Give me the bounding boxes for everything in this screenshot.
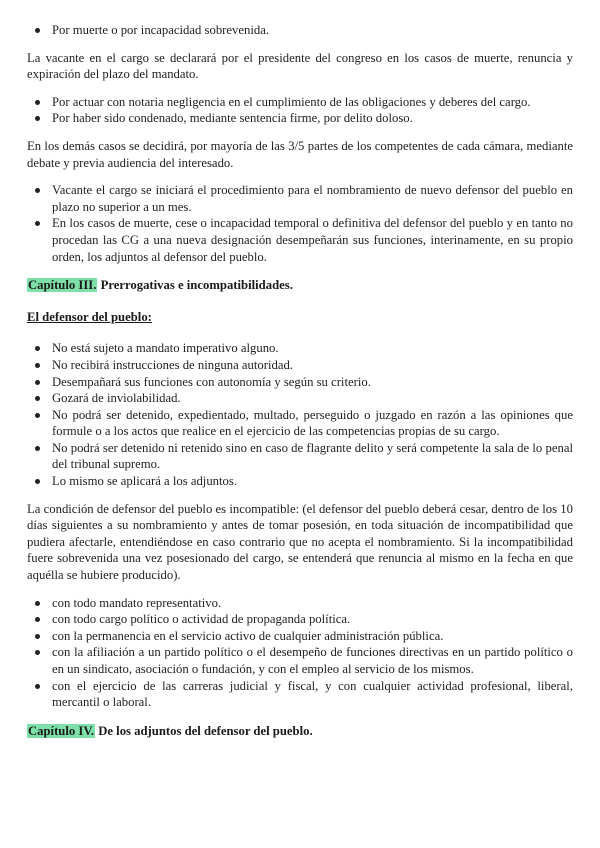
list-item: con la permanencia en el servicio activo de cualquier administración pública. <box>27 628 573 645</box>
bullet-icon <box>35 479 40 484</box>
list-dismissal-causes <box>27 94 573 127</box>
list-incompatibilities <box>27 595 573 711</box>
bullet-icon <box>35 363 40 368</box>
bullet-icon <box>35 116 40 121</box>
list-item: Gozará de inviolabilidad. <box>27 390 573 407</box>
paragraph-other-cases: En los demás casos se decidirá, por mayoría de las 3/5 partes de los competentes de cada cámara, mediante debate y previa audiencia del interesado. <box>27 138 573 170</box>
list-item: Desempañará sus funciones con autonomía y según su criterio. <box>27 374 573 391</box>
bullet-icon <box>35 188 40 193</box>
subheading-defensor: El defensor del pueblo: <box>27 309 152 324</box>
bullet-icon <box>35 446 40 451</box>
list-item: No podrá ser detenido ni retenido sino en caso de flagrante delito y será competente la sala de lo penal del tribunal supremo. <box>27 440 573 473</box>
bullet-icon <box>35 684 40 689</box>
list-item: Lo mismo se aplicará a los adjuntos. <box>27 473 573 490</box>
chapter-4-title: De los adjuntos del defensor del pueblo. <box>95 723 313 738</box>
bullet-icon <box>35 28 40 33</box>
list-cessation-causes <box>27 22 573 39</box>
list-prerogatives <box>27 340 573 489</box>
bullet-icon <box>35 634 40 639</box>
list-item: No está sujeto a mandato imperativo alguno. <box>27 340 573 357</box>
bullet-icon <box>35 346 40 351</box>
bullet-icon <box>35 380 40 385</box>
bullet-icon <box>35 601 40 606</box>
paragraph-incompatibility: La condición de defensor del pueblo es incompatible: (el defensor del pueblo deberá cesar, dentro de los 10 días siguientes a su nombramiento y antes de tomar posesión, en toda situación de incompatibilidad que pudiera afectarle, entendiéndose en caso contrario que no acepta el nombramiento. Si la incompatibilidad fuere sobrevenida una vez posesionado del cargo, se entenderá que renuncia al mismo en la fecha en que aquélla se hubiere producido). <box>27 501 573 583</box>
chapter-4-heading <box>27 723 573 740</box>
bullet-icon <box>35 221 40 226</box>
list-item: En los casos de muerte, cese o incapacidad temporal o definitiva del defensor del pueblo y en tanto no procedan las CG a una nueva designación desempeñarán sus funciones, interinamente, en su propio orden, los adjuntos al defensor del pueblo. <box>27 215 573 265</box>
bullet-icon <box>35 100 40 105</box>
list-item: con todo mandato representativo. <box>27 595 573 612</box>
paragraph-vacancy: La vacante en el cargo se declarará por el presidente del congreso en los casos de muerte, renuncia y expiración del plazo del mandato. <box>27 50 573 82</box>
list-item: con la afiliación a un partido político o el desempeño de funciones directivas en un partido político o en un sindicato, asociación o fundación, y con el empleo al servicio de los mismos. <box>27 644 573 677</box>
list-item: No podrá ser detenido, expedientado, multado, perseguido o juzgado en razón a las opiniones que formule o a los actos que realice en el ejercicio de las competencias propias de su cargo. <box>27 407 573 440</box>
chapter-3-label: Capítulo III. <box>28 278 97 293</box>
chapter-4-label: Capítulo IV. <box>28 723 95 738</box>
list-vacancy-procedure <box>27 182 573 265</box>
chapter-3-title: Prerrogativas e incompatibilidades. <box>97 278 293 293</box>
bullet-icon <box>35 617 40 622</box>
list-item: Por haber sido condenado, mediante sentencia firme, por delito doloso. <box>27 110 573 127</box>
list-item: Vacante el cargo se iniciará el procedimiento para el nombramiento de nuevo defensor del pueblo en plazo no superior a un mes. <box>27 182 573 215</box>
list-item: Por muerte o por incapacidad sobrevenida. <box>27 22 573 39</box>
bullet-icon <box>35 396 40 401</box>
bullet-icon <box>35 413 40 418</box>
chapter-3-heading <box>27 277 573 294</box>
bullet-icon <box>35 650 40 655</box>
list-item: Por actuar con notaria negligencia en el cumplimiento de las obligaciones y deberes del cargo. <box>27 94 573 111</box>
list-item: No recibirá instrucciones de ninguna autoridad. <box>27 357 573 374</box>
list-item: con el ejercicio de las carreras judicial y fiscal, y con cualquier actividad profesional, liberal, mercantil o laboral. <box>27 678 573 711</box>
list-item: con todo cargo político o actividad de propaganda política. <box>27 611 573 628</box>
